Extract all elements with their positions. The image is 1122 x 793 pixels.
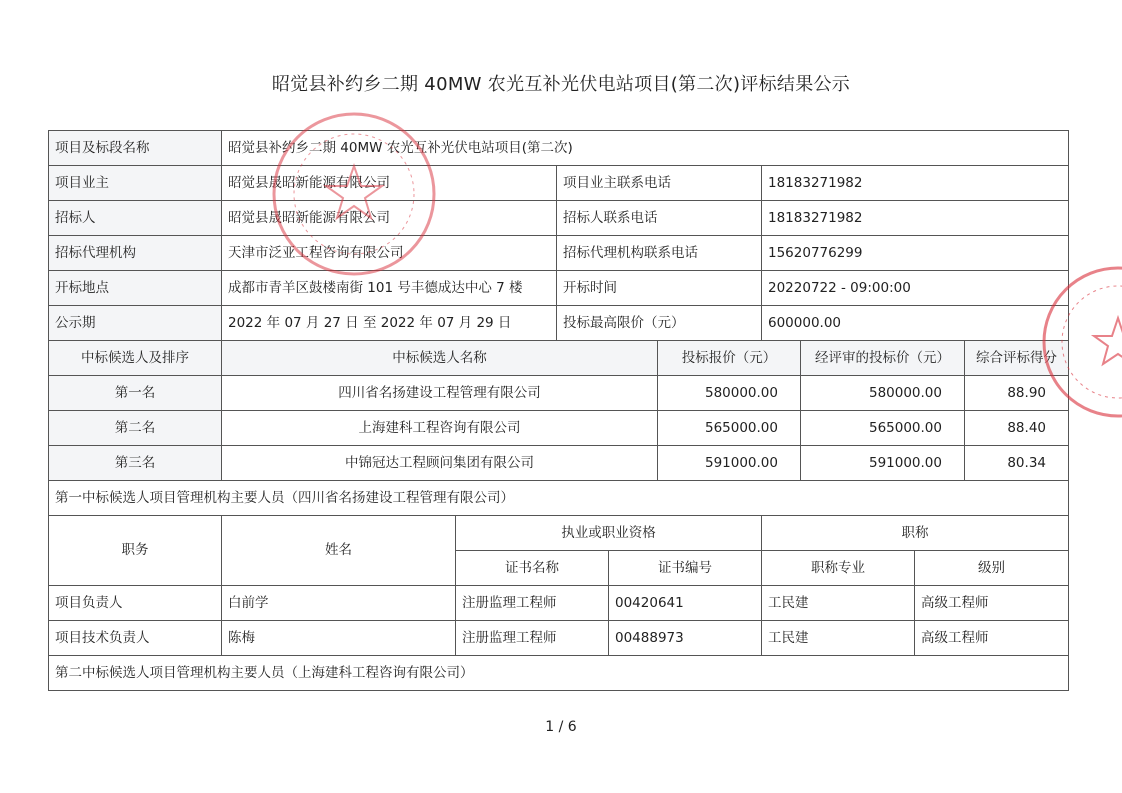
project-info-table xyxy=(48,130,1069,341)
table-row xyxy=(49,411,1069,446)
page-title: 昭觉县补约乡二期 40MW 农光互补光伏电站项目(第二次)评标结果公示 xyxy=(271,74,851,95)
table-row xyxy=(49,341,1069,376)
candidate-bid: 591000.00 xyxy=(658,446,801,481)
period-label: 公示期 xyxy=(49,306,222,341)
table-row xyxy=(49,131,1069,166)
candidate-name: 四川省名扬建设工程管理有限公司 xyxy=(222,376,658,411)
staff-specialty: 工民建 xyxy=(762,586,915,621)
staff-caption-second: 第二中标候选人项目管理机构主要人员（上海建科工程咨询有限公司） xyxy=(49,656,1069,691)
col-header-professional-title: 职称 xyxy=(762,516,1069,551)
candidate-evaluated: 580000.00 xyxy=(801,376,965,411)
table-row xyxy=(49,376,1069,411)
table-row xyxy=(49,656,1069,691)
candidate-name: 上海建科工程咨询有限公司 xyxy=(222,411,658,446)
candidate-score: 88.90 xyxy=(965,376,1069,411)
candidate-rank: 第一名 xyxy=(49,376,222,411)
candidates-table xyxy=(48,340,1069,481)
staff-level: 高级工程师 xyxy=(915,621,1069,656)
agency-value: 天津市泛亚工程咨询有限公司 xyxy=(222,236,557,271)
table-row xyxy=(49,586,1069,621)
table-row xyxy=(49,446,1069,481)
owner-value: 昭觉县晟昭新能源有限公司 xyxy=(222,166,557,201)
col-header-evaluated: 经评审的投标价（元） xyxy=(801,341,965,376)
staff-cert-no: 00420641 xyxy=(609,586,762,621)
candidate-evaluated: 565000.00 xyxy=(801,411,965,446)
col-header-person-name: 姓名 xyxy=(222,516,456,586)
table-row xyxy=(49,201,1069,236)
max-price-label: 投标最高限价（元） xyxy=(557,306,762,341)
col-header-cert-no: 证书编号 xyxy=(609,551,762,586)
table-row xyxy=(49,271,1069,306)
tenderer-phone-value: 18183271982 xyxy=(762,201,1069,236)
staff-role: 项目技术负责人 xyxy=(49,621,222,656)
candidate-score: 88.40 xyxy=(965,411,1069,446)
page-number: 1 / 6 xyxy=(545,719,577,735)
period-value: 2022 年 07 月 27 日 至 2022 年 07 月 29 日 xyxy=(222,306,557,341)
candidate-bid: 565000.00 xyxy=(658,411,801,446)
open-time-value: 20220722 - 09:00:00 xyxy=(762,271,1069,306)
col-header-qualification: 执业或职业资格 xyxy=(456,516,762,551)
table-row xyxy=(49,481,1069,516)
owner-phone-label: 项目业主联系电话 xyxy=(557,166,762,201)
tenderer-value: 昭觉县晟昭新能源有限公司 xyxy=(222,201,557,236)
candidate-rank: 第二名 xyxy=(49,411,222,446)
staff-cert-name: 注册监理工程师 xyxy=(456,621,609,656)
owner-phone-value: 18183271982 xyxy=(762,166,1069,201)
col-header-rank: 中标候选人及排序 xyxy=(49,341,222,376)
location-label: 开标地点 xyxy=(49,271,222,306)
result-sheet xyxy=(48,130,1068,691)
col-header-cert-name: 证书名称 xyxy=(456,551,609,586)
col-header-level: 级别 xyxy=(915,551,1069,586)
staff-caption-first: 第一中标候选人项目管理机构主要人员（四川省名扬建设工程管理有限公司） xyxy=(49,481,1069,516)
col-header-score: 综合评标得分 xyxy=(965,341,1069,376)
staff-name: 白前学 xyxy=(222,586,456,621)
staff-name: 陈梅 xyxy=(222,621,456,656)
tenderer-phone-label: 招标人联系电话 xyxy=(557,201,762,236)
agency-label: 招标代理机构 xyxy=(49,236,222,271)
table-row xyxy=(49,516,1069,551)
project-name-label: 项目及标段名称 xyxy=(49,131,222,166)
table-row xyxy=(49,236,1069,271)
staff-table-first xyxy=(48,480,1069,691)
staff-role: 项目负责人 xyxy=(49,586,222,621)
staff-cert-name: 注册监理工程师 xyxy=(456,586,609,621)
staff-level: 高级工程师 xyxy=(915,586,1069,621)
staff-specialty: 工民建 xyxy=(762,621,915,656)
col-header-specialty: 职称专业 xyxy=(762,551,915,586)
max-price-value: 600000.00 xyxy=(762,306,1069,341)
candidate-rank: 第三名 xyxy=(49,446,222,481)
candidate-score: 80.34 xyxy=(965,446,1069,481)
location-value: 成都市青羊区鼓楼南街 101 号丰德成达中心 7 楼 xyxy=(222,271,557,306)
agency-phone-value: 15620776299 xyxy=(762,236,1069,271)
col-header-bid: 投标报价（元） xyxy=(658,341,801,376)
col-header-role: 职务 xyxy=(49,516,222,586)
candidate-name: 中锦冠达工程顾问集团有限公司 xyxy=(222,446,658,481)
owner-label: 项目业主 xyxy=(49,166,222,201)
agency-phone-label: 招标代理机构联系电话 xyxy=(557,236,762,271)
candidate-bid: 580000.00 xyxy=(658,376,801,411)
open-time-label: 开标时间 xyxy=(557,271,762,306)
col-header-name: 中标候选人名称 xyxy=(222,341,658,376)
table-row xyxy=(49,621,1069,656)
tenderer-label: 招标人 xyxy=(49,201,222,236)
table-row xyxy=(49,166,1069,201)
project-name-value: 昭觉县补约乡二期 40MW 农光互补光伏电站项目(第二次) xyxy=(222,131,1069,166)
staff-cert-no: 00488973 xyxy=(609,621,762,656)
candidate-evaluated: 591000.00 xyxy=(801,446,965,481)
table-row xyxy=(49,306,1069,341)
